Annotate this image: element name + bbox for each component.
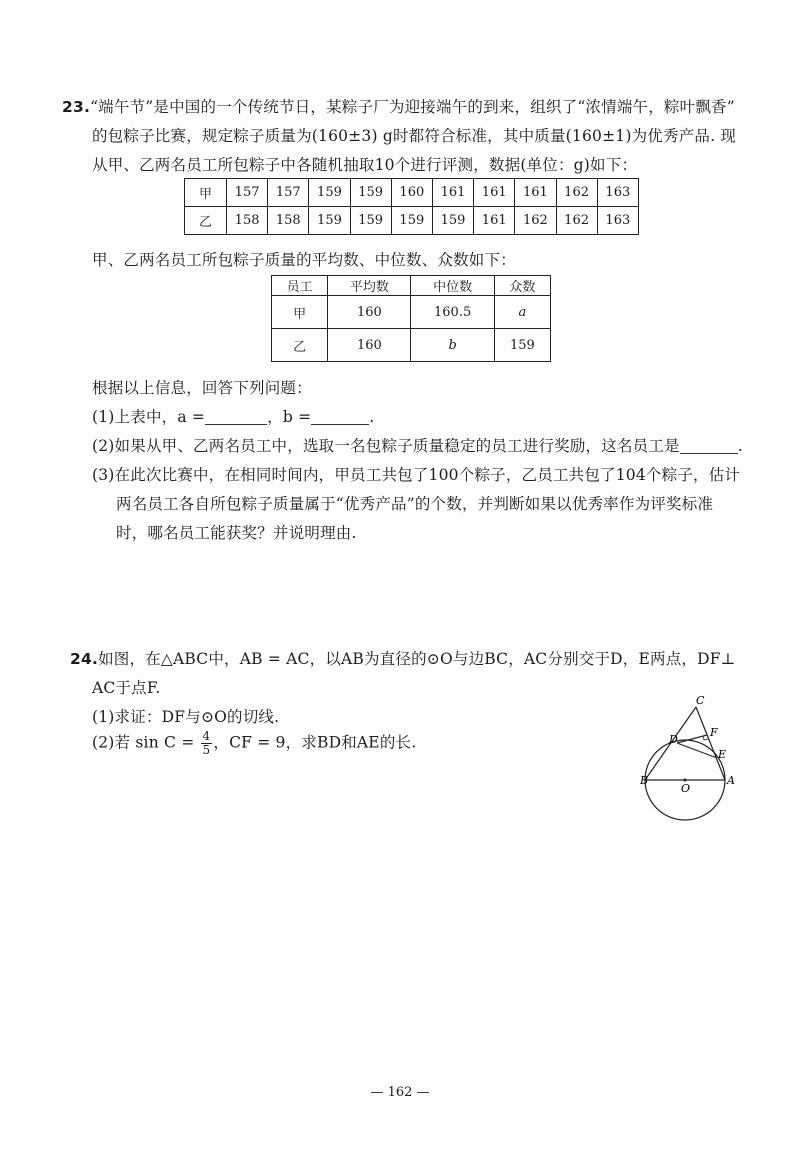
table-cell: 158 bbox=[227, 207, 268, 235]
q24-line2: AC于点F. bbox=[92, 679, 161, 697]
part2-sin-label: (2)若 sin C = bbox=[92, 733, 195, 752]
table-cell: 159 bbox=[309, 207, 350, 235]
page-number: — 162 — bbox=[370, 1085, 430, 1100]
part2-end: . bbox=[737, 437, 743, 455]
stats-cell: 160 bbox=[328, 329, 411, 362]
label-o: O bbox=[681, 782, 691, 795]
stats-header-cell: 众数 bbox=[494, 276, 550, 296]
q23-intro2: 甲、乙两名员工所包粽子质量的平均数、中位数、众数如下： bbox=[92, 251, 516, 269]
stats-row bbox=[272, 329, 551, 362]
stats-cell: b bbox=[411, 329, 494, 362]
q23-part2 bbox=[92, 434, 743, 456]
stats-cell: 159 bbox=[494, 329, 550, 362]
part1-end: . bbox=[369, 408, 375, 426]
data-table-row bbox=[185, 179, 639, 207]
q23-part1 bbox=[92, 405, 374, 427]
segment-df bbox=[677, 735, 707, 743]
part2-text: (2)如果从甲、乙两名员工中，选取一名包粽子质量稳定的员工进行奖励，这名员工是 bbox=[92, 437, 680, 455]
fraction-numerator: 4 bbox=[202, 729, 211, 743]
table-cell: 163 bbox=[597, 207, 638, 235]
data-table bbox=[184, 178, 639, 235]
table-cell: 161 bbox=[474, 207, 515, 235]
q24-text-1: 如图，在△ABC中，AB = AC，以AB为直径的⊙O与边BC，AC分别交于D，E两点，DF⊥ bbox=[98, 650, 736, 668]
stats-cell: 160.5 bbox=[411, 296, 494, 329]
q24-part2 bbox=[92, 730, 416, 757]
q23-prompt: 根据以上信息，回答下列问题： bbox=[92, 379, 312, 397]
q24-number: 24. bbox=[70, 650, 99, 668]
label-a: A bbox=[727, 774, 735, 787]
row-label: 乙 bbox=[185, 207, 227, 235]
label-c: C bbox=[696, 695, 705, 707]
q23-part3-line2: 两名员工各自所包粽子质量属于“优秀产品”的个数，并判断如果以优秀率作为评奖标准 bbox=[116, 495, 714, 513]
answer-blank-a[interactable] bbox=[205, 408, 267, 425]
part1-a-label: (1)上表中，a = bbox=[92, 408, 206, 426]
label-b: B bbox=[640, 774, 649, 787]
q23-line1 bbox=[62, 95, 735, 117]
stats-header-cell: 中位数 bbox=[411, 276, 494, 296]
label-d: D bbox=[669, 733, 678, 746]
stats-cell: a bbox=[494, 296, 550, 329]
q23-text-1: “端午节”是中国的一个传统节日，某粽子厂为迎接端午的到来，组织了“浓情端午，粽叶飘香” bbox=[90, 98, 735, 116]
q23-part3-line1: (3)在此次比赛中，在相同时间内，甲员工共包了100个粽子，乙员工共包了104个粽子，估计 bbox=[92, 466, 741, 484]
fraction-denominator: 5 bbox=[202, 743, 211, 757]
stats-cell: 160 bbox=[328, 296, 411, 329]
q24-part1: (1)求证：DF与⊙O的切线. bbox=[92, 708, 280, 726]
table-cell: 159 bbox=[350, 179, 391, 207]
stats-header-cell: 员工 bbox=[272, 276, 328, 296]
table-cell: 159 bbox=[309, 179, 350, 207]
table-cell: 157 bbox=[227, 179, 268, 207]
label-f: F bbox=[710, 726, 718, 739]
q24-line1 bbox=[70, 647, 735, 669]
table-cell: 160 bbox=[391, 179, 432, 207]
geometry-figure bbox=[640, 695, 740, 845]
table-cell: 159 bbox=[350, 207, 391, 235]
table-cell: 159 bbox=[391, 207, 432, 235]
table-cell: 161 bbox=[432, 179, 473, 207]
q23-line2: 的包粽子比赛，规定粽子质量为(160±3) g时都符合标准，其中质量(160±1)为优秀产品. 现 bbox=[92, 127, 737, 145]
stats-cell: 甲 bbox=[272, 296, 328, 329]
part2-rest: ，CF = 9，求BD和AE的长. bbox=[213, 733, 417, 752]
answer-blank-b[interactable] bbox=[311, 408, 369, 425]
part1-b-label: ，b = bbox=[267, 408, 312, 426]
table-cell: 159 bbox=[432, 207, 473, 235]
table-cell: 162 bbox=[515, 207, 556, 235]
q23-part3-line3: 时，哪名员工能获奖？并说明理由. bbox=[116, 524, 357, 542]
q23-line3: 从甲、乙两名员工所包粽子中各随机抽取10个进行评测，数据(单位：g)如下： bbox=[92, 156, 638, 174]
data-table-row bbox=[185, 207, 639, 235]
table-cell: 158 bbox=[268, 207, 309, 235]
table-cell: 161 bbox=[515, 179, 556, 207]
fraction-four-fifths bbox=[201, 730, 213, 757]
row-label: 甲 bbox=[185, 179, 227, 207]
table-cell: 157 bbox=[268, 179, 309, 207]
answer-blank-employee[interactable] bbox=[680, 437, 738, 454]
stats-table bbox=[271, 275, 551, 362]
stats-row bbox=[272, 296, 551, 329]
table-cell: 163 bbox=[597, 179, 638, 207]
label-e: E bbox=[718, 748, 727, 761]
q23-number: 23. bbox=[62, 98, 91, 116]
table-cell: 162 bbox=[556, 207, 597, 235]
table-cell: 161 bbox=[474, 179, 515, 207]
stats-header-cell: 平均数 bbox=[328, 276, 411, 296]
table-cell: 162 bbox=[556, 179, 597, 207]
stats-cell: 乙 bbox=[272, 329, 328, 362]
